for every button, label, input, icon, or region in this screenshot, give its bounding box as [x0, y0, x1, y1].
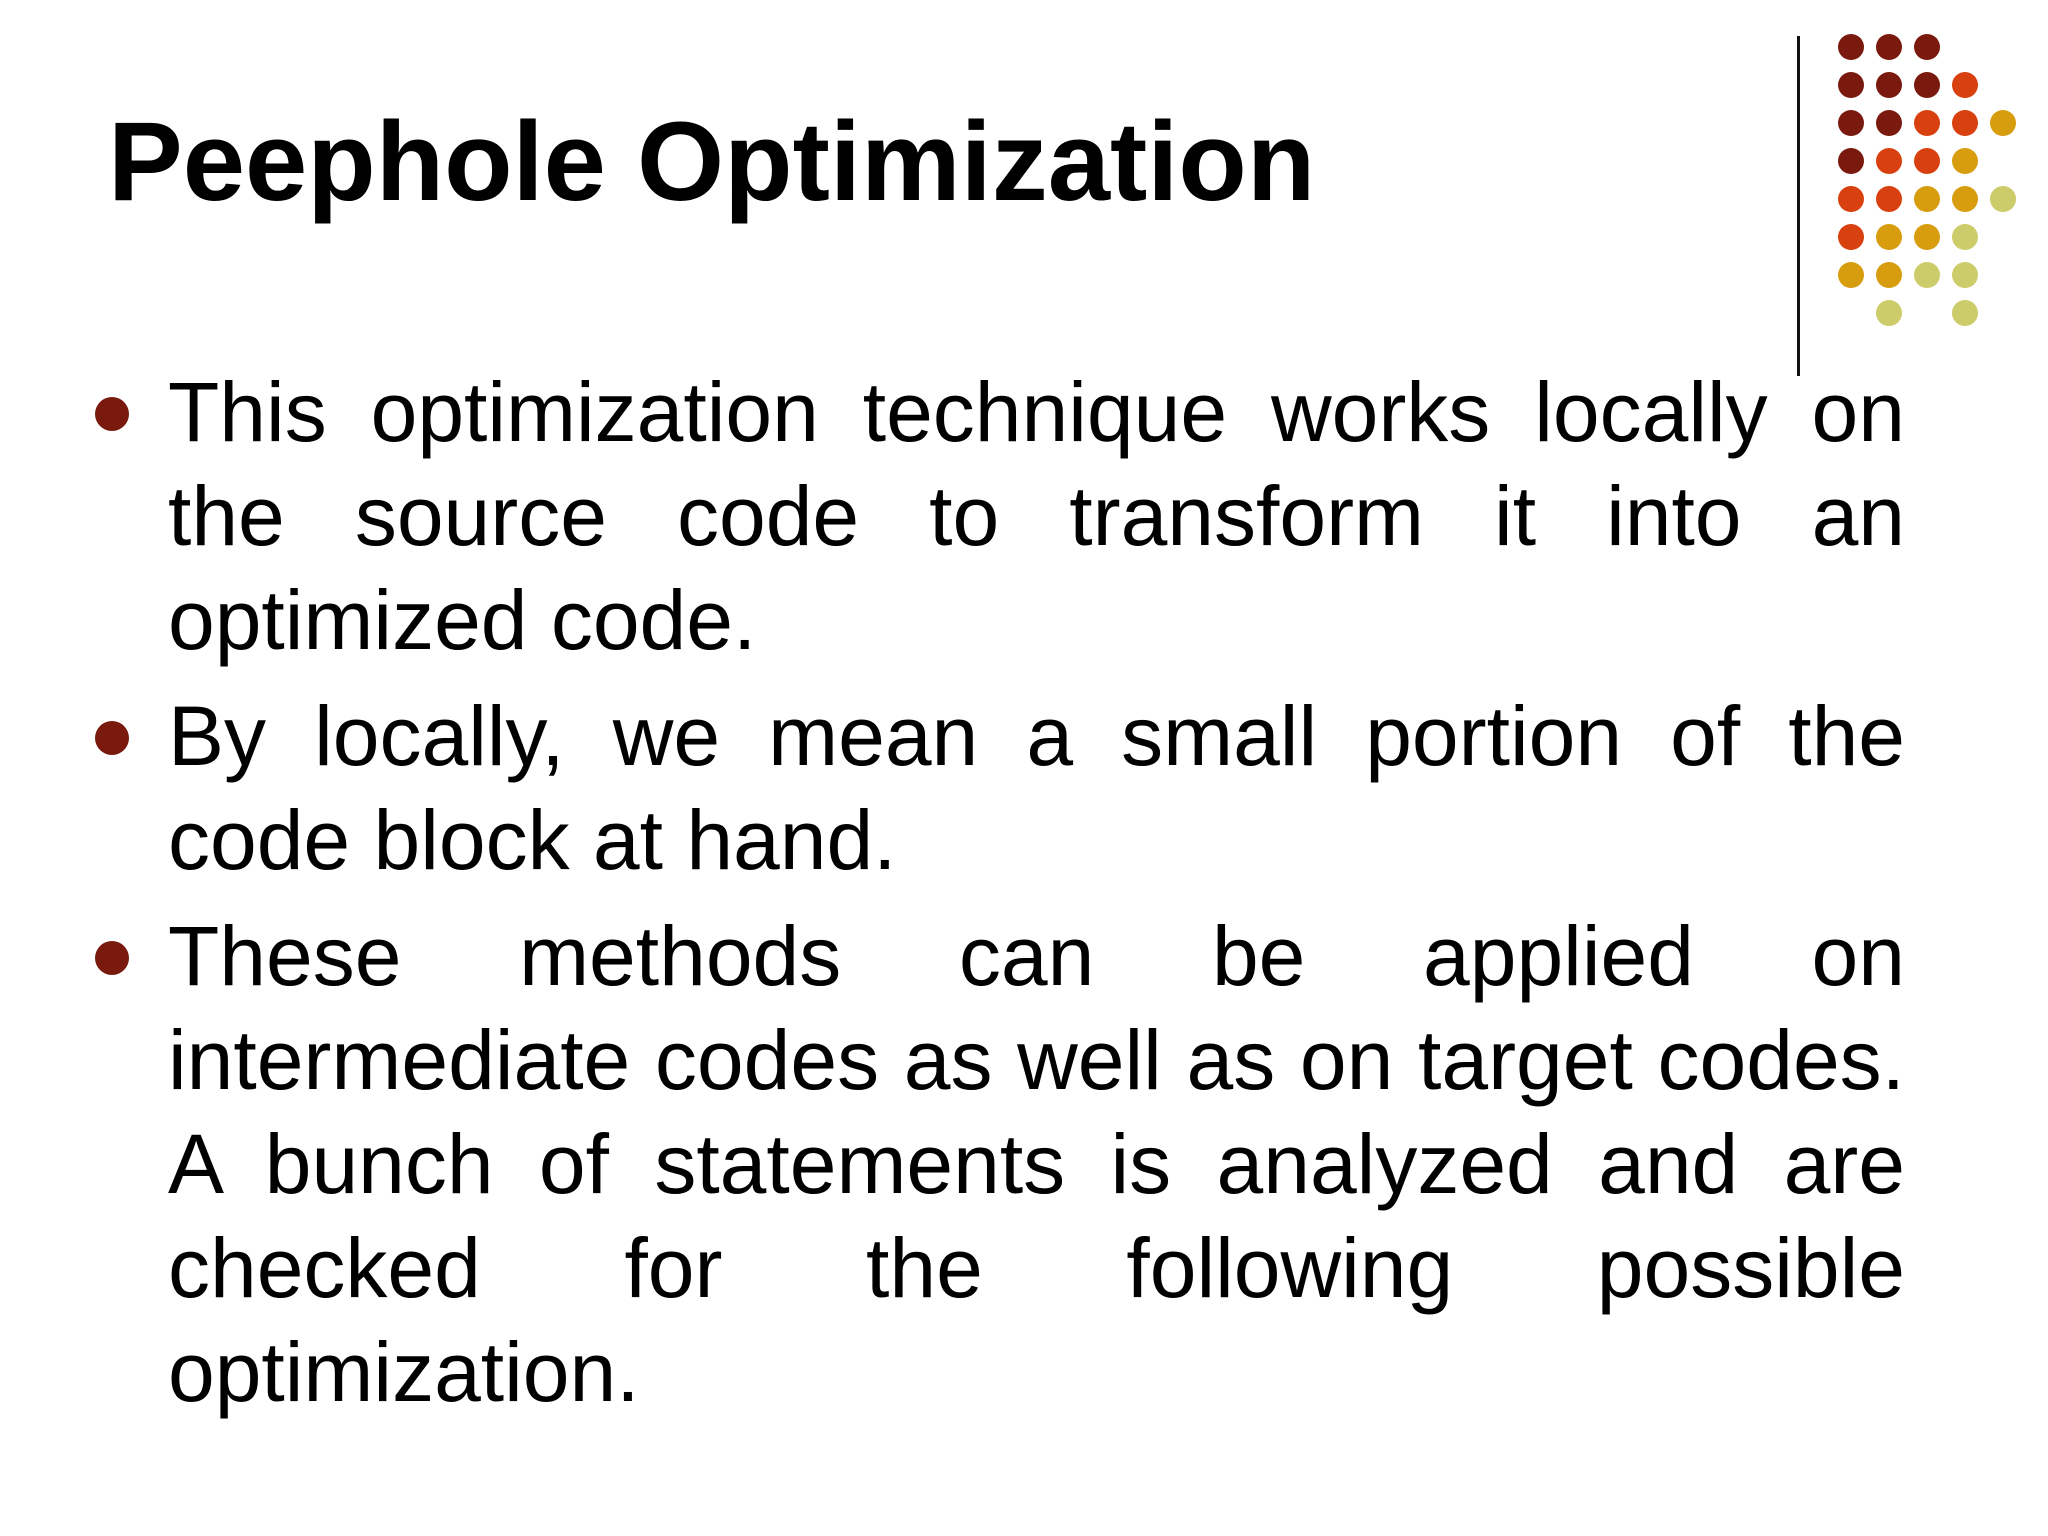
bullet-item	[90, 360, 1905, 672]
dot	[1876, 186, 1902, 212]
dot	[1914, 186, 1940, 212]
dot	[1952, 186, 1978, 212]
dot	[1838, 148, 1864, 174]
dot	[1876, 72, 1902, 98]
dot	[1990, 110, 2016, 136]
bullet-item	[90, 904, 1905, 1424]
dot	[1876, 300, 1902, 326]
dot	[1876, 148, 1902, 174]
dot	[1914, 72, 1940, 98]
slide-title: Peephole Optimization	[108, 99, 1316, 224]
dot	[1876, 34, 1902, 60]
decorative-dot-grid	[0, 0, 2048, 340]
dot	[1952, 300, 1978, 326]
dot	[1838, 224, 1864, 250]
bullet-dot-icon	[95, 721, 129, 755]
bullet-dot-icon	[95, 397, 129, 431]
dot	[1838, 110, 1864, 136]
dot	[1876, 262, 1902, 288]
dot	[1952, 72, 1978, 98]
dot	[1952, 148, 1978, 174]
dot	[1838, 34, 1864, 60]
bullet-item	[90, 684, 1905, 892]
dot	[1914, 34, 1940, 60]
dot	[1876, 110, 1902, 136]
bullet-text: This optimization technique works locally on the source code to transform it into an optimized code.	[168, 365, 1905, 667]
dot	[1838, 262, 1864, 288]
bullet-dot-icon	[95, 941, 129, 975]
bullet-list	[90, 360, 1905, 1436]
dot	[1990, 186, 2016, 212]
bullet-text: By locally, we mean a small portion of the code block at hand.	[168, 689, 1905, 887]
dot	[1914, 224, 1940, 250]
dot	[1838, 186, 1864, 212]
dot	[1914, 262, 1940, 288]
dot	[1952, 110, 1978, 136]
bullet-text: These methods can be applied on intermediate codes as well as on target codes. A bunch of statements is analyzed and are checked for the following possible optimization.	[168, 909, 1905, 1419]
dot	[1838, 72, 1864, 98]
dot	[1952, 224, 1978, 250]
dot	[1914, 148, 1940, 174]
dot	[1914, 110, 1940, 136]
dot	[1952, 262, 1978, 288]
dot	[1876, 224, 1902, 250]
